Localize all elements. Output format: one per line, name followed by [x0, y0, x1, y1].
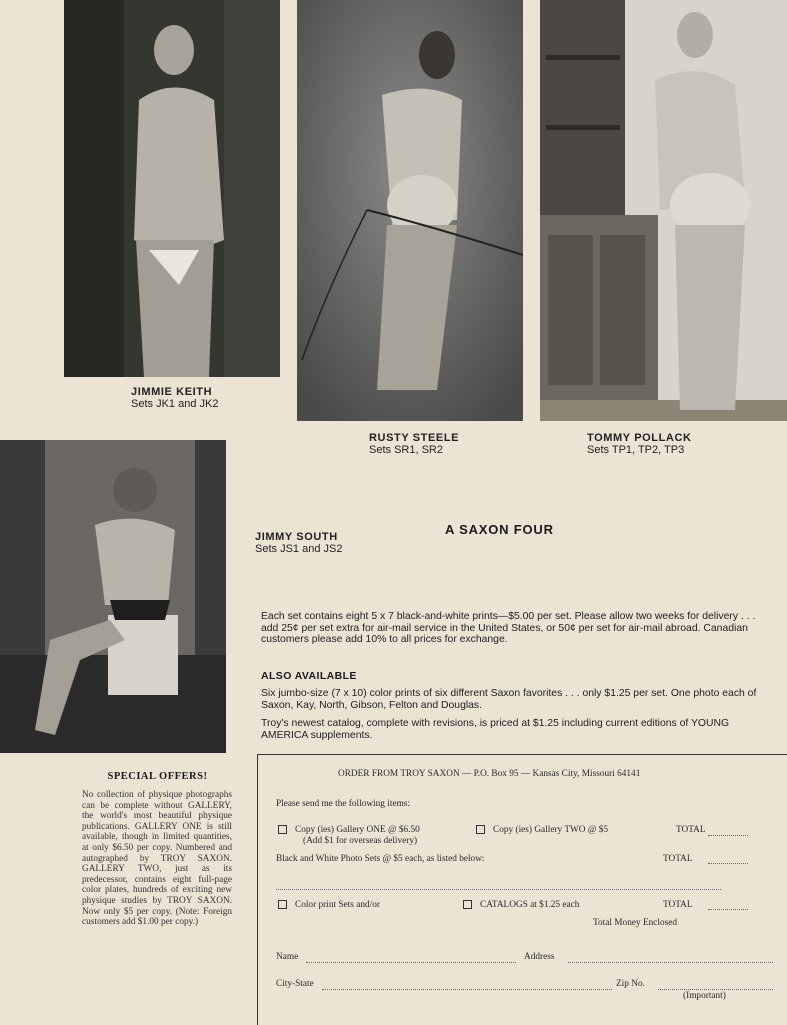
total-label: TOTAL — [676, 825, 706, 835]
city-state-label: City-State — [276, 979, 314, 989]
bw-sets-label: Black and White Photo Sets @ $5 each, as listed below: — [276, 854, 485, 864]
city-state-field[interactable] — [322, 989, 612, 990]
headline: A SAXON FOUR — [445, 522, 554, 537]
catalogs-line — [463, 900, 579, 910]
special-offers-title: SPECIAL OFFERS! — [107, 771, 208, 782]
model-sets: Sets SR1, SR2 — [369, 444, 443, 456]
gallery-two-checkbox[interactable] — [476, 825, 485, 834]
order-form — [257, 754, 787, 1025]
total-label: TOTAL — [663, 854, 693, 864]
special-offers-body: No collection of physique photographs can be complete without GALLERY, the world's most beautiful physique publications. GALLERY ONE is still available, though in limited quantities, at only $6.50 per copy. Numbered and autographed by TROY SAXON. GALLERY TWO, just as its predecessor, contains eight full-page color plates, hundreds of exciting new physique studies by TROY SAXON. Now only $5 per copy. (Note: Foreign customers add $1.00 per copy.) — [82, 790, 232, 928]
photo-tommy-pollack — [540, 0, 787, 421]
important-note: (Important) — [683, 991, 726, 1001]
gallery-two-label: Copy (ies) Gallery TWO @ $5 — [493, 825, 609, 835]
order-intro: Please send me the following items: — [276, 799, 411, 809]
zip-label: Zip No. — [616, 979, 645, 989]
model-name: TOMMY POLLACK — [587, 432, 692, 444]
order-header: ORDER FROM TROY SAXON — P.O. Box 95 — Kansas City, Missouri 64141 — [338, 769, 641, 779]
gallery-one-label: Copy (ies) Gallery ONE @ $6.50 — [295, 825, 420, 835]
photo-sets-field[interactable] — [276, 889, 721, 890]
also-available-text: Six jumbo-size (7 x 10) color prints of six different Saxon favorites . . . only $1.25 per set. One photo each of Saxon, Kay, North, Gibson, Felton and Douglas. — [261, 688, 757, 711]
gallery-two-line — [476, 825, 608, 835]
also-available-heading: ALSO AVAILABLE — [261, 670, 357, 682]
caption-tommy-pollack — [587, 432, 692, 456]
model-sets: Sets JS1 and JS2 — [255, 543, 343, 555]
description: Each set contains eight 5 x 7 black-and-white prints—$5.00 per set. Please allow two weeks for delivery . . . add 25¢ per set extra for air-mail service in the United States, or 50¢ per set for air-mail abroad. Canadian customers please add 10% to all prices for exchange. — [261, 611, 756, 645]
model-name: JIMMIE KEITH — [131, 386, 213, 398]
catalog-text: Troy's newest catalog, complete with revisions, is priced at $1.25 including current editions of YOUNG AMERICA supplements. — [261, 718, 730, 741]
color-sets-label: Color print Sets and/or — [295, 900, 380, 910]
catalogs-checkbox[interactable] — [463, 900, 472, 909]
address-label: Address — [524, 952, 555, 962]
total-field[interactable] — [708, 835, 748, 836]
name-label: Name — [276, 952, 299, 962]
color-sets-checkbox[interactable] — [278, 900, 287, 909]
total-field[interactable] — [708, 863, 748, 864]
zip-field[interactable] — [658, 989, 773, 990]
name-field[interactable] — [306, 962, 516, 963]
model-sets: Sets JK1 and JK2 — [131, 398, 219, 410]
catalogs-label: CATALOGS at $1.25 each — [480, 900, 580, 910]
address-field[interactable] — [568, 962, 773, 963]
photo-jimmy-south — [0, 440, 226, 753]
model-sets: Sets TP1, TP2, TP3 — [587, 444, 685, 456]
total-field[interactable] — [708, 909, 748, 910]
model-name: RUSTY STEELE — [369, 432, 460, 444]
color-sets-line — [278, 900, 380, 910]
gallery-one-checkbox[interactable] — [278, 825, 287, 834]
photo-rusty-steele — [297, 0, 523, 421]
photo-jimmie-keith — [64, 0, 280, 377]
gallery-one-line — [278, 825, 420, 835]
caption-rusty-steele — [369, 432, 459, 456]
model-name: JIMMY SOUTH — [255, 531, 338, 543]
total-label: TOTAL — [663, 900, 693, 910]
gallery-one-note: (Add $1 for overseas delivery) — [303, 836, 418, 846]
caption-jimmie-keith — [131, 386, 218, 410]
caption-jimmy-south — [255, 531, 342, 555]
total-money-label: Total Money Enclosed — [593, 918, 678, 928]
